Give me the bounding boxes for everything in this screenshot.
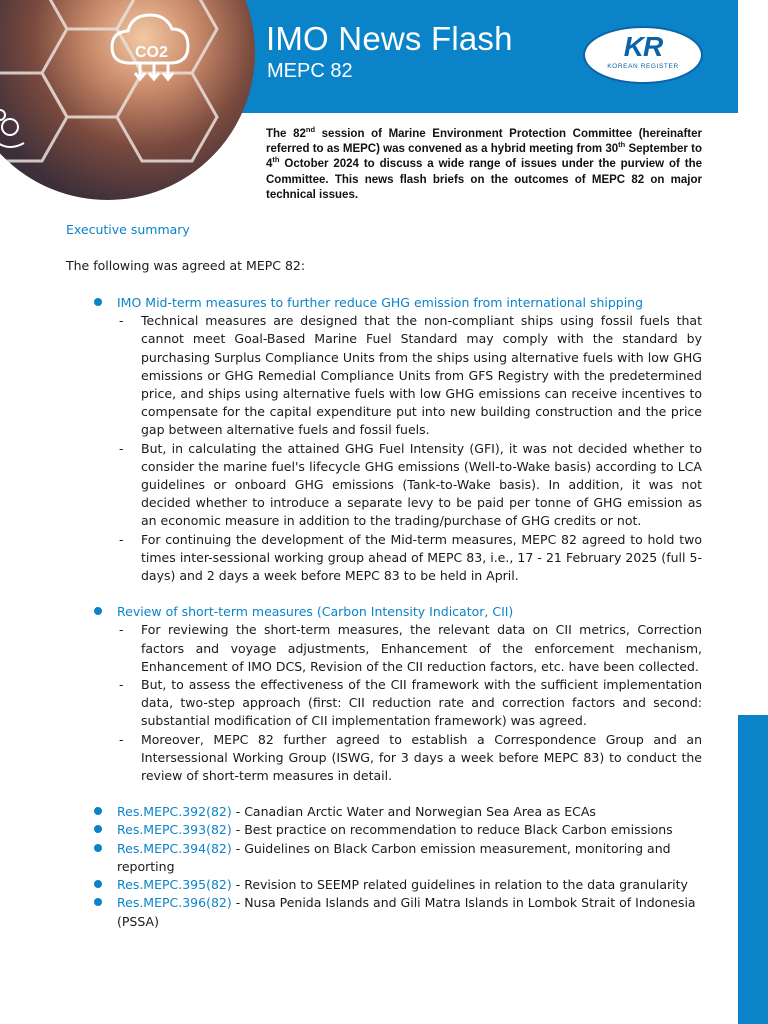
right-strip-top — [738, 0, 768, 113]
hero-image — [0, 0, 255, 200]
logo-text: KOREAN REGISTER — [607, 63, 679, 70]
intro-paragraph: The 82nd session of Marine Environment Protection Committee (hereinafter referred to as MEPC) was convened as a hybrid meeting from 30th September to 4th October 2024 to discuss a wide range of issues under the purview of the Committee. This news flash briefs on the outcomes of MEPC 82 on major technical issues. — [266, 125, 702, 201]
resolution-item — [92, 803, 702, 821]
page-subtitle: MEPC 82 — [267, 60, 353, 82]
hexagon-overlay — [0, 0, 255, 200]
section-title: IMO Mid-term measures to further reduce GHG emission from international shipping — [117, 295, 644, 310]
resolution-ref: Res.MEPC.395(82) — [117, 877, 232, 893]
resolution-desc: - Revision to SEEMP related guidelines in relation to the data granularity — [231, 877, 688, 893]
money-hand-icon — [0, 110, 24, 147]
resolution-ref: Res.MEPC.392(82) — [117, 804, 232, 820]
list-item: - Technical measures are designed that the non-compliant ships using fossil fuels that cannot meet Goal-Based Marine Fuel Standard may comply with the standard by purchasing Surplus Compliance Units from the ships using alternative fuels with low GHG emissions or GHG Remedial Compliance Units from GFS Registry with the predetermined price, and ships using alternative fuels with low GHG emissions can receive incentives to compensate for the capital expenditure put into new building construction and the price gap between alternative fuels and fossil fuels. — [117, 312, 702, 439]
list-item: - Moreover, MEPC 82 further agreed to establish a Correspondence Group and an Intersessional Working Group (ISWG, for 3 days a week before MEPC 83) to conduct the review of short-term measures in detail. — [117, 731, 702, 786]
section-title: Review of short-term measures (Carbon Intensity Indicator, CII) — [117, 604, 514, 620]
korean-register-logo — [583, 26, 703, 84]
summary-content — [92, 294, 702, 931]
right-accent-bar — [738, 715, 768, 1024]
resolution-ref: Res.MEPC.394(82) — [117, 840, 232, 856]
resolution-desc: - Best practice on recommendation to reduce Black Carbon emissions — [231, 822, 673, 838]
section-short-term-measures — [92, 603, 702, 785]
resolution-item — [92, 821, 702, 839]
section-mid-term-measures — [92, 294, 702, 585]
logo-mark: KR — [623, 31, 663, 62]
resolution-item — [92, 876, 702, 894]
resolution-item — [92, 840, 702, 876]
resolution-ref: Res.MEPC.396(82) — [117, 895, 232, 911]
list-item: - For reviewing the short-term measures, the relevant data on CII metrics, Correction factors and voyage adjustments, Enhancement of the enforcement mechanism, Enhancement of IMO DCS, Revision of the CII reduction factors, etc. have been collected. — [117, 621, 702, 676]
resolution-desc: - Guidelines on Black Carbon emission measurement, monitoring and reporting — [117, 840, 671, 874]
resolution-ref: Res.MEPC.393(82) — [117, 822, 232, 838]
executive-summary-heading: Executive summary — [66, 222, 190, 237]
list-item: - For continuing the development of the Mid-term measures, MEPC 82 agreed to hold two times inter-sessional working group ahead of MEPC 83, i.e., 17 - 21 February 2025 (full 5-days) and 2 days a week before MEPC 83 to be held in April. — [117, 531, 702, 586]
list-item: - But, to assess the effectiveness of the CII framework with the sufficient implementation data, two-step approach (first: CII reduction rate and correction factors and second: substantial modification of CII implementation framework) was agreed. — [117, 676, 702, 731]
lead-sentence: The following was agreed at MEPC 82: — [66, 258, 306, 273]
resolution-item — [92, 894, 702, 930]
resolution-desc: - Canadian Arctic Water and Norwegian Sea Area as ECAs — [231, 804, 596, 820]
resolution-desc: - Nusa Penida Islands and Gili Matra Islands in Lombok Strait of Indonesia (PSSA) — [117, 895, 696, 929]
page-title: IMO News Flash — [266, 20, 513, 57]
co2-label: CO2 — [135, 44, 168, 61]
list-item: - But, in calculating the attained GHG Fuel Intensity (GFI), it was not decided whether to consider the marine fuel's lifecycle GHG emissions (Well-to-Wake basis) according to LCA guidelines or onboard GHG emissions (Tank-to-Wake basis). In addition, it was not decided whether to introduce a separate levy to be paid per tonne of GHG emission as an economic measure in addition to the trading/purchase of GHG credits or not. — [117, 440, 702, 531]
